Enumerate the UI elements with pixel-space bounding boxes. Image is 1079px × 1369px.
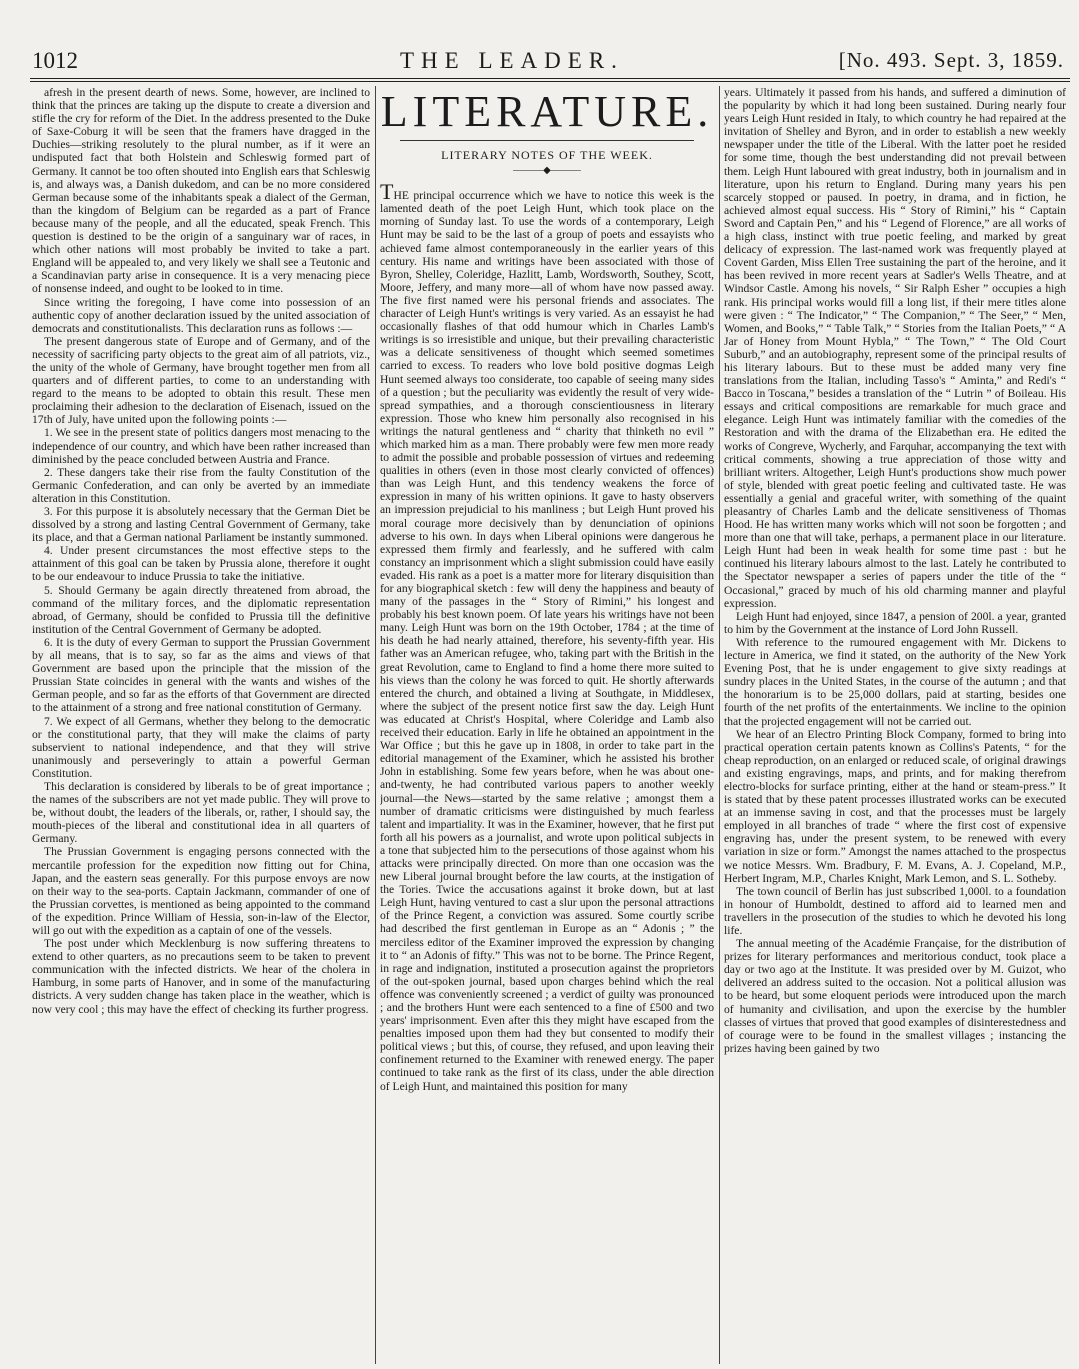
- header-rule: [30, 78, 1070, 79]
- page-number: 1012: [32, 48, 78, 73]
- article-paragraph: The post under which Mecklenburg is now suffering threatens to extend to other quarters, as no precautions seem to be taken to prevent communication with the infected districts. We hear of the cholera in Hamburg, in some parts of Hanover, and in some of the manufacturing districts. A very sudden change has taken place in the weather, which is now very cool ; this may have the effect of checking its further progress.: [32, 937, 370, 1016]
- middle-column: [380, 86, 714, 1364]
- article-paragraph: The present dangerous state of Europe and of Germany, and of the necessity of sacrificing party objects to the great aim of all patriots, viz., the unity of the whole of Germany, have brought together men from all quarters and of different parties, to come to an understanding with regard to the means to be adopted to obtain this result. These men proclaiming their adhesion to the declaration of Eisenach, issued on the 17th of July, have united upon the following points :—: [32, 334, 370, 427]
- article-paragraph: The Prussian Government is engaging persons connected with the mercantile profession for the expedition now fitting out for China, Japan, and the eastern seas generally. For this purpose envoys are now on their way to the sea-ports. Captain Jackmann, commander of one of the Prussian corvettes, is mentioned as being appointed to the command of the expedition. Prince William of Hessia, son-in-law of the Elector, will go out with the expedition as a captain of one of the vessels.: [32, 845, 370, 937]
- article-paragraph: We hear of an Electro Printing Block Company, formed to bring into practical operation certain patents known as Collins's Patents, “ for the cheap reproduction, on an enlarged or reduced scale, of original drawings and existing engravings, maps, and prints, and for making therefrom electro-blocks for surface printing, either at the hand or steam-press.” It is stated that by these patent processes illustrated works can be executed at an immense saving in cost, and that the processes must be largely employed in all branches of trade “ where the first cost of expensive engraving has, under the present system, to be renewed with every variation in size or form.” Amongst the names attached to the prospectus we notice Messrs. Wm. Bradbury, F. M. Evans, A. J. Copeland, M.P., Herbert Ingram, M.P., Charles Knight, Mark Lemon, and S. L. Sotheby.: [724, 727, 1066, 885]
- section-rule: [400, 140, 694, 141]
- article-paragraph: afresh in the present dearth of news. Some, however, are inclined to think that the princes are taking up the dispute to create a diversion and stifle the cry for reform of the Diet. In the address presented to the Duke of Saxe-Coburg it will be seen that the framers have dragged in the Duchies—striking resolutely to the plural number, as if it were an undisputed fact that both Holstein and Schleswig formed part of Germany. It cannot be too often shouted into English ears that Schleswig is, and always was, a Danish dukedom, and can be no more considered German because some of the inhabitants speak a dialect of the German, than the kingdom of Belgium can be regarded as a part of France because many of the people, and all the educated, speak French. This question is destined to be the origin of a sanguinary war of races, in which other nations will most probably be invited to take a part. England will be appealed to, and very likely we shall see a Teutonic and a Scandinavian party arise in consequence. It is a very menacing piece of nonsense indeed, and ought to be looked to in time.: [32, 86, 370, 296]
- article-paragraph: Leigh Hunt had enjoyed, since 1847, a pension of 200l. a year, granted to him by the Government at the instance of Lord John Russell.: [724, 609, 1066, 636]
- column-divider: [719, 86, 720, 1364]
- article-paragraph: 6. It is the duty of every German to support the Prussian Government by all means, that is to say, so far as the aims and views of that Government are based upon the principle that the mission of the Prussian State coincides in general with the wants and wishes of the German people, and so far as the efforts of that Government are directed to the attainment of a strong and free national constitution of Germany.: [32, 635, 370, 715]
- article-paragraph: 3. For this purpose it is absolutely necessary that the German Diet be dissolved by a strong and lasting Central Government of Germany, take its place, and that a German national Parliament be instantly summoned.: [32, 505, 370, 545]
- article-paragraph: 1. We see in the present state of politics dangers most menacing to the independence of our country, and which have been rather increased than diminished by the peace concluded between Austria and France.: [32, 426, 370, 466]
- article-text: HE principal occurrence which we have to notice this week is the lamented death of the poet Leigh Hunt, which took place on the morning of Sunday last. To use the words of a contemporary, Leigh Hunt may be said to be the last of a group of poets and essayists who achieved fame almost contemporaneously in the earlier years of this century. His name and writings have been associated with those of Byron, Shelley, Coleridge, Hazlitt, Lamb, Wordsworth, Southey, Scott, Moore, Jeffery, and many more—all of whom have now passed away. The five first named were his personal friends and associates. The character of Leigh Hunt's writings is very varied. As an essayist he had occasionally flashes of that odd humour which in Charles Lamb's writings is so irresistible and unique, but their prevailing characteristic was a delicate sensitiveness of thought which seemed sometimes carried to excess. To readers who love bold positive dogmas Leigh Hunt seemed always too considerate, too capable of seeing many sides of a question ; but the peculiarity was evidently the result of very wide-spread sympathies, and a thorough conscientiousness in literary expression. Those who knew him personally also recognised in his writings the natural gentleness and “ charity that thinketh no evil ” which marked him as a man. There probably were few men more ready to admit the possible and probable possession of virtues and redeeming qualities in others (even in those most clearly convicted of offences) than was Leigh Hunt, and this tendency weakens the force of expression in many of his written opinions. It gave to hasty observers an impression prejudicial to his manliness ; but Leigh Hunt proved his moral courage more decisively than by denunciation of opinions adverse to his own. In days when Liberal opinions were dangerous he expressed them firmly and fearlessly, and he suffered with calm constancy an imprisonment which a slight submission could have easily evaded. His rank as a poet is a matter more for literary disquisition than for any biographical sketch : few will deny the happiness and beauty of many of the passages in the “ Story of Rimini,” his longest and probably his best known poem. Of late years his writings have not been many. Leigh Hunt was born on the 19th October, 1784 ; at the time of his death he had nearly attained, therefore, his seventy-fifth year. His father was an American refugee, who, taking part with the British in the great Revolution, came to England to find a home there more suited to his views than the colony he was forced to quit. He shortly afterwards entered the church, and obtained a living at Southgate, in Middlesex, where the subject of the present notice first saw the day. Leigh Hunt was educated at Christ's Hospital, where Coleridge and Lamb also received their education. Early in life he obtained an appointment in the War Office ; but this he gave up in 1808, in order to take part in the editorial management of the Examiner, which he assisted his brother John in establishing. Some few years before, when he was about one-and-twenty, he had contributed various papers to another weekly journal—the News—started by the same relative ; amongst them a number of dramatic criticisms were distinguished by much fearless talent and impartiality. It was in the Examiner, however, that he first put forth all his powers as a journalist, and wrote upon political subjects in a tone that subjected him to the persecutions of those against whom his attacks were principally directed. On more than one occasion was the new Liberal journal brought before the law courts, at the instigation of the Tories. Twice the accusations against it broke down, but at last Leigh Hunt, having ventured to cast a slur upon the personal attractions of the Prince Regent, a conviction was assured. Some courtly scribe had described the first gentleman in Europe as an “ Adonis ; ” the merciless editor of the Examiner improved the expression by changing it to “ an Adonis of fifty.” This was not to be borne. The Prince Regent, in rage and indignation, instituted a prosecution against the proprietors of the out-spoken journal, based upon charges behind which the real offence was conveniently screened ; a verdict of guilty was pronounced ; and the brothers Hunt were each sentenced to a fine of £500 and two years' imprisonment. Even after this they might have escaped from the penalties imposed upon them had they but consented to modify their political views ; but this, of course, they refused, and upon leaving their confinement returned to the Examiner with renewed energy. The paper continued to take rank as the first of its class, under the able direction of Leigh Hunt, and maintained this position for many: [380, 189, 714, 1093]
- issue-info: [No. 493. Sept. 3, 1859.: [838, 48, 1064, 72]
- page-header: [30, 48, 1070, 76]
- section-subtitle: LITERARY NOTES OF THE WEEK.: [441, 148, 653, 162]
- article-paragraph: 4. Under present circumstances the most effective steps to the attainment of this goal can be taken by Prussia alone, therefore it ought to be our endeavour to induce Prussia to take the initiative.: [32, 544, 370, 584]
- article-paragraph: years. Ultimately it passed from his hands, and suffered a diminution of the popularity by which it had long been sustained. During nearly four years Leigh Hunt resided in Italy, to which country he had repaired at the invitation of Shelley and Byron, and in order to establish a new weekly newspaper under the title of the Liberal. With the latter poet he resided for some time, though the best understanding did not prevail between them. Leigh Hunt laboured with great industry, both in journalism and in literature, upon his return to England. During many years his pen scarcely stopped or paused. In poetry, in drama, and in fiction, he achieved almost equal success. His “ Story of Rimini,” his “ Captain Sword and Captain Pen,” and his “ Legend of Florence,” are all works of a high class, instinct with true poetic feeling, and marked by great delicacy of expression. The last-named work was frequently played at Covent Garden, Miss Ellen Tree sustaining the part of the heroine, and it has been revived in more recent years at Sadler's Wells Theatre, and at Windsor Castle. Among his novels, “ Sir Ralph Esher ” occupies a high rank. His principal works would fill a long list, if their mere titles alone were given : “ The Indicator,” “ The Companion,” “ The Seer,” “ Men, Women, and Books,” “ Table Talk,” “ Stories from the Italian Poets,” “ A Jar of Honey from Mount Hybla,” “ The Town,” “ The Old Court Suburb,” and an autobiography, represent some of the principal results of his literary labours. But to these must be added many very fine translations from the Italian, including Tasso's “ Aminta,” and Redi's “ Bacco in Toscana,” besides a translation of the “ Lutrin ” of Boileau. His essays and critical compositions are remarkable for much grace and elegance. Leigh Hunt was intimately familiar with the comedies of the Restoration and with the drama of the Elizabethan era. He edited the works of Congreve, Wycherly, and Farquhar, accompanying the text with critical comments, showing a true appreciation of those witty and brilliant writers. Altogether, Leigh Hunt's productions show much power of style, blended with great poetic feeling and cultivated taste. He was essentially a genial and graceful writer, with something of the quaint pleasantry of Charles Lamb and the delicate sensitiveness of Thomas Hood. He has written many works which will not soon be forgotten ; and more than one that will take, perhaps, a permanent place in our literature. Leigh Hunt had been in weak health for some time past : but he continued his literary labours almost to the last. Lately he contributed to the Spectator newspaper a series of papers under the title of the “ Occasional,” graced by much of his old charming manner and playful expression.: [724, 86, 1066, 610]
- section-title: LITERATURE.: [380, 87, 714, 136]
- article-paragraph: 5. Should Germany be again directly threatened from abroad, the command of the military forces, and the diplomatic representation abroad, of Germany, should be confided to Prussia till the definitive institution of the Central Government of Germany be adopted.: [32, 583, 370, 636]
- article-paragraph: With reference to the rumoured engagement with Mr. Dickens to lecture in America, we find it stated, on the authority of the New York Evening Post, that he is under engagement to give sixty readings at sundry places in the United States, in the course of the autumn ; and that the honorarium is to be 25,000 dollars, paid at starting, besides one fourth of the net profits of the entertainments. We incline to the opinion that the projected engagement will not be carried out.: [724, 635, 1066, 728]
- article-paragraph: 2. These dangers take their rise from the faulty Constitution of the Germanic Confederation, and can only be averted by an immediate alteration in this Constitution.: [32, 465, 370, 505]
- article-paragraph: [380, 179, 714, 1093]
- article-paragraph: The town council of Berlin has just subscribed 1,000l. to a foundation in honour of Humboldt, destined to afford aid to learned men and travellers in the prosecution of the studies to which he devoted his long life.: [724, 884, 1066, 937]
- article-paragraph: This declaration is considered by liberals to be of great importance ; the names of the subscribers are not yet made public. They will prove to be, without doubt, the leaders of the liberals, or, rather, I should say, the mouth-pieces of the liberal and constitutional idea in all quarters of Germany.: [32, 779, 370, 846]
- drop-cap: T: [380, 179, 394, 205]
- left-column: [32, 86, 370, 1364]
- publication-title: THE LEADER.: [400, 48, 624, 73]
- header-rule-secondary: [30, 81, 1070, 82]
- column-divider: [375, 86, 376, 1364]
- article-paragraph: The annual meeting of the Académie Française, for the distribution of prizes for literary performances and meritorious conduct, took place a day or two ago at the Institute. It was presided over by M. Guizot, who delivered an address suited to the occasion. Not a political allusion was to be heard, but some eloquent periods were introduced upon the march of humanity and civilisation, and upon the exercise by the humbler classes of virtues that proved that good examples of disinterestedness and of courage were to be found in the smallest villages ; instancing the prizes having been gained by two: [724, 937, 1066, 1055]
- article-paragraph: 7. We expect of all Germans, whether they belong to the democratic or the constitutional party, that they will make the claims of party subservient to national independence, and that they will strive unanimously and perseveringly to attain a powerful German Constitution.: [32, 714, 370, 780]
- article-paragraph: Since writing the foregoing, I have come into possession of an authentic copy of another declaration issued by the united association of democrats and constitutionalists. This declaration runs as follows :—: [32, 295, 370, 335]
- right-column: [724, 86, 1066, 1364]
- ornament-divider: ———◆———: [513, 165, 581, 177]
